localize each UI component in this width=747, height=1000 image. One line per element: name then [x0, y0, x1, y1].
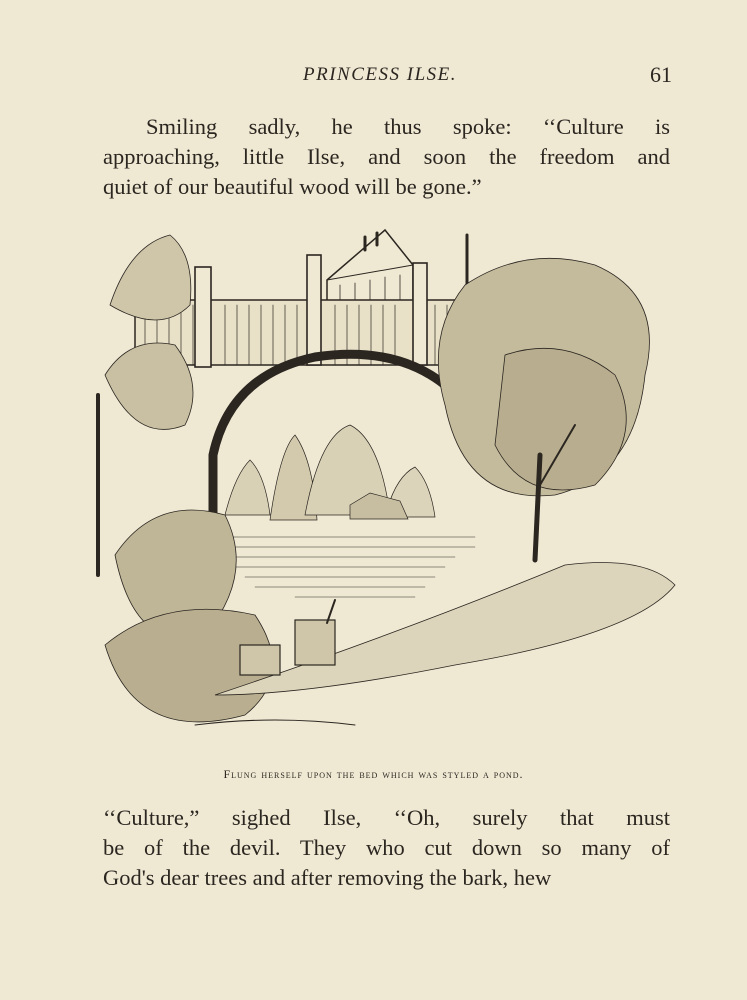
- paragraph-line: be of the devil. They who cut down so many of: [103, 835, 670, 860]
- pond-illustration: [220, 537, 475, 597]
- running-head: [0, 62, 747, 92]
- paragraph-line: quiet of our beautiful wood will be gone.”: [103, 174, 482, 199]
- illustration: [95, 225, 680, 755]
- running-title: PRINCESS ILSE.: [303, 64, 457, 85]
- figure-caption: Flung herself upon the bed which was styled a pond.: [223, 767, 524, 781]
- paragraph-line: God's dear trees and after removing the bark, hew: [103, 865, 552, 890]
- paragraph-2: [103, 803, 670, 893]
- distant-trees-illustration: [225, 425, 435, 520]
- large-tree-illustration: [438, 258, 649, 560]
- paragraph-1: [103, 112, 670, 202]
- paragraph-line: ‘‘Culture,” sighed Ilse, ‘‘Oh, surely that must: [103, 805, 670, 830]
- paragraph-line: approaching, little Ilse, and soon the freedom and: [103, 144, 670, 169]
- house-illustration: [327, 230, 413, 305]
- page-number: 61: [650, 62, 672, 87]
- paragraph-line: Smiling sadly, he thus spoke: ‘‘Culture is: [146, 114, 670, 139]
